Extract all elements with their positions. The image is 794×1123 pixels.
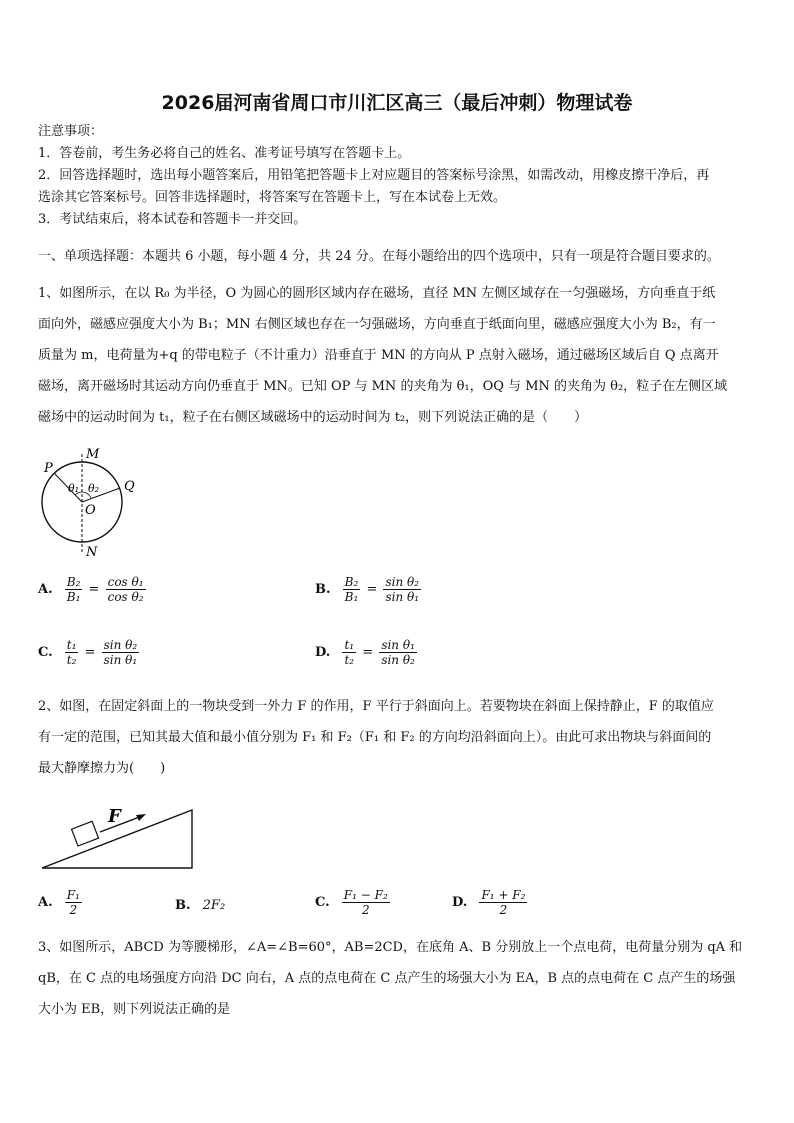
frac-num: sin θ₂ [385,575,420,589]
q2-option-b[interactable] [175,898,225,913]
q1-line: 面向外，磁感应强度大小为 B₁；MN 右侧区域也存在一匀强磁场，方向垂直于纸面向里，磁感应强度大小为 B₂，有一 [38,317,716,332]
notes-line: 1．答卷前，考生务必将自己的姓名、准考证号填写在答题卡上。 [38,146,411,161]
label-m: M [86,447,100,462]
q1-line: 1、如图所示，在以 R₀ 为半径，O 为圆心的圆形区域内存在磁场，直径 MN 左侧区域存在一匀强磁场，方向垂直于纸 [38,286,716,301]
q2-option-c[interactable] [315,888,390,917]
frac-den: 2 [499,903,508,917]
option-label: C. [38,645,53,660]
q1-option-c[interactable]: C. $\frac{\text{t₁}}{\text{t₂}}$ = $\frac{\text{sin θ₂}}{\text{sin θ₁}}$ [38,638,138,667]
frac-den: 2 [361,903,370,917]
frac-num: sin θ₂ [103,638,138,652]
notes-line: 3．考试结束后，将本试卷和答题卡一并交回。 [38,212,307,227]
section-heading: 一、单项选择题：本题共 6 小题，每小题 4 分，共 24 分。在每小题给出的四个选项中，只有一项是符合题目要求的。 [38,249,720,264]
frac-num: cos θ₁ [107,575,144,589]
frac-den: B₁ [344,590,359,604]
option-label: C. [315,895,330,910]
force-arrowhead [136,814,146,821]
frac-den: sin θ₂ [381,653,415,667]
q2-line: 有一定的范围，已知其最大值和最小值分别为 F₁ 和 F₂（F₁ 和 F₂ 的方向均沿斜面向上）。由此可求出物块与斜面间的 [38,730,712,745]
q2-line: 最大静摩擦力为( ) [38,761,166,776]
option-label: D. [452,895,468,910]
frac-den: 2 [69,903,78,917]
q2-incline-figure [38,798,198,874]
q2-option-d[interactable] [452,888,527,917]
option-text: 2F₂ [202,898,226,913]
q3-line: 大小为 EB，则下列说法正确的是 [38,1002,231,1017]
frac-den: sin θ₁ [103,653,138,667]
frac-den: B₁ [66,590,81,604]
q1-option-b[interactable]: B. $\frac{\text{B₂}}{\text{B₁}}$ = $\frac{\text{sin θ₂}}{\text{sin θ₁}}$ [315,575,420,604]
frac-den: cos θ₂ [107,590,144,604]
label-theta2: θ₂ [88,482,100,495]
frac-den: t₂ [66,653,77,667]
q1-line: 磁场，离开磁场时其运动方向仍垂直于 MN。已知 OP 与 MN 的夹角为 θ₁，OQ 与 MN 的夹角为 θ₂，粒子在左侧区域 [38,379,728,394]
q1-line: 质量为 m，电荷量为+q 的带电粒子（不计重力）沿垂直于 MN 的方向从 P 点射入磁场，通过磁场区域后自 Q 点离开 [38,348,719,363]
frac-num: t₁ [344,638,355,652]
q1-circle-figure [36,440,146,560]
page-title: 2026届河南省周口市川汇区高三（最后冲刺）物理试卷 [161,92,633,114]
q1-line: 磁场中的运动时间为 t₁，粒子在右侧区域磁场中的运动时间为 t₂，则下列说法正确的是（ ） [38,410,588,425]
option-label: A. [38,895,53,910]
option-label: B. [175,898,191,913]
q3-line: qB，在 C 点的电场强度方向沿 DC 向右，A 点的点电荷在 C 点产生的场强大小为 EA，B 点的点电荷在 C 点产生的场强 [38,971,736,986]
q3-line: 3、如图所示，ABCD 为等腰梯形，∠A=∠B=60°，AB=2CD，在底角 A、B 分别放上一个点电荷，电荷量分别为 qA 和 [38,940,743,955]
label-o: O [85,503,96,518]
frac-den: sin θ₁ [385,590,420,604]
q1-option-a[interactable]: A. $\frac{\text{B₂}}{\text{B₁}}$ = $\frac{\text{cos θ₁}}{\text{cos θ₂}}$ [38,575,144,604]
q1-option-d[interactable]: D. $\frac{\text{t₁}}{\text{t₂}}$ = $\frac{\text{sin θ₁}}{\text{sin θ₂}}$ [315,638,415,667]
frac-num: sin θ₁ [381,638,415,652]
force-arrow [100,816,142,832]
label-n: N [86,545,98,560]
label-q: Q [124,479,135,494]
frac-num: F₁ − F₂ [343,888,388,902]
q2-option-a[interactable] [38,888,82,917]
frac-num: B₂ [66,575,81,589]
notes-heading: 注意事项： [38,124,104,139]
frac-num: F₁ [66,888,80,902]
option-label: B. [315,582,331,597]
notes-line: 2．回答选择题时，选出每小题答案后，用铅笔把答题卡上对应题目的答案标号涂黑，如需改动，用橡皮擦干净后，再 [38,168,710,183]
frac-num: t₁ [66,638,77,652]
option-label: D. [315,645,331,660]
label-theta1: θ₁ [68,482,80,495]
frac-num: B₂ [344,575,359,589]
option-label: A. [38,582,53,597]
force-label: F [108,806,121,827]
notes-line: 选涂其它答案标号。回答非选择题时，将答案写在答题卡上，写在本试卷上无效。 [38,190,507,205]
frac-den: t₂ [344,653,355,667]
block [72,821,99,846]
frac-num: F₁ + F₂ [481,888,526,902]
q2-line: 2、如图，在固定斜面上的一物块受到一外力 F 的作用，F 平行于斜面向上。若要物块在斜面上保持静止，F 的取值应 [38,699,714,714]
label-p: P [44,461,53,476]
